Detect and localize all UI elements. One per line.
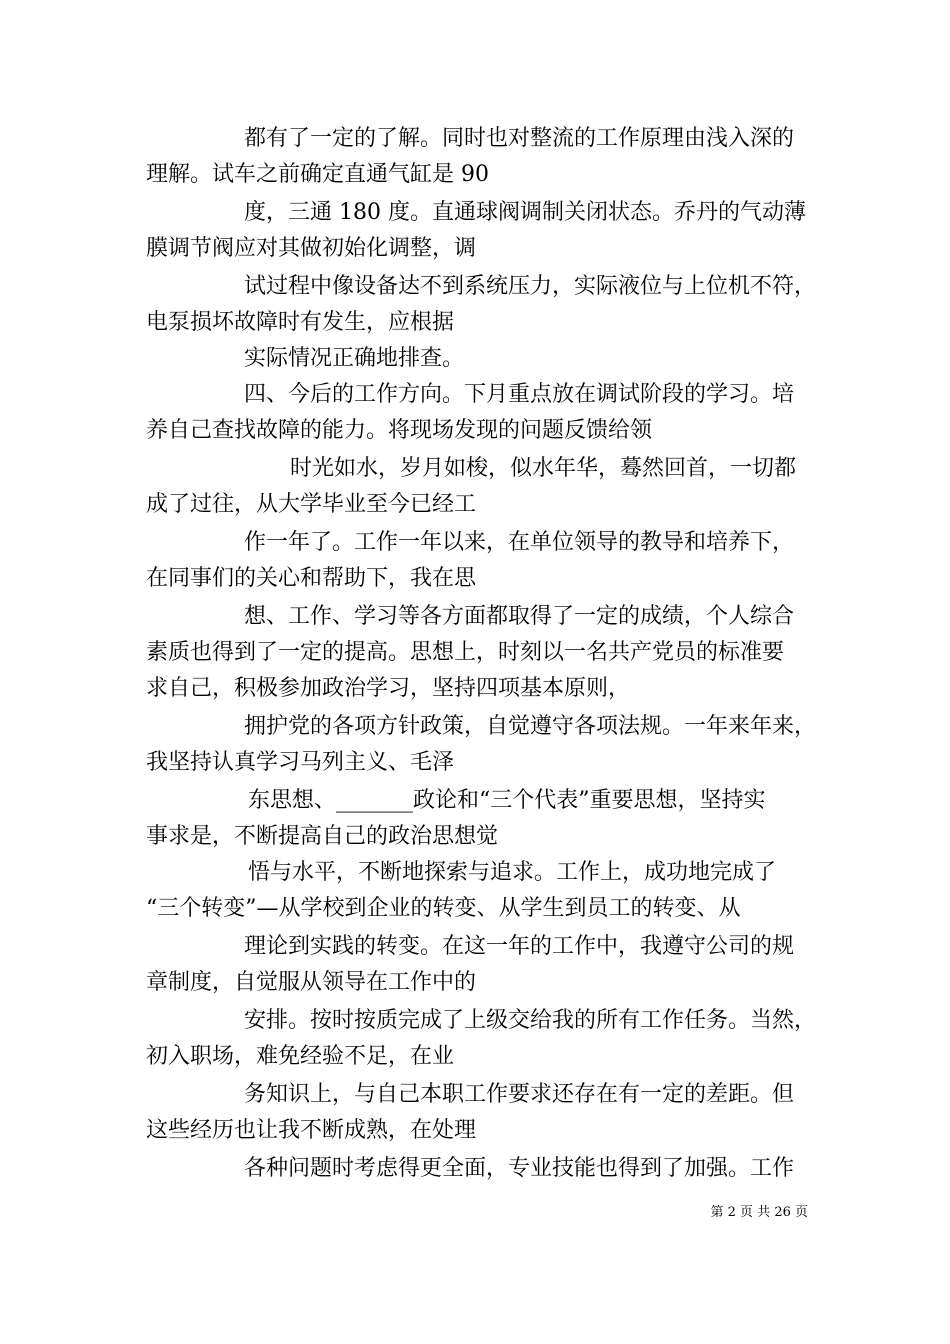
text-line: 务知识上，与自己本职工作要求还存在有一定的差距。但 (244, 1082, 795, 1107)
text-line: 试过程中像设备达不到系统压力，实际液位与上位机不符， (244, 274, 817, 299)
text-line: 养自己查找故障的能力。将现场发现的问题反馈给领 (146, 418, 653, 443)
text-line: 电泵损坏故障时有发生，应根据 (146, 310, 455, 335)
text-line: 成了过往，从大学毕业至今已经工 (146, 492, 477, 517)
text-line: 初入职场，难免经验不足，在业 (146, 1044, 455, 1069)
text-line: 这些经历也让我不断成熟，在处理 (146, 1118, 477, 1143)
text-line: 我坚持认真学习马列主义、毛泽 (146, 750, 455, 775)
text-line: 悟与水平，不断地探索与追求。工作上，成功地完成了 (248, 860, 777, 885)
text-line: “三个转变”—从学校到企业的转变、从学生到员工的转变、从 (146, 896, 741, 921)
text-line: 东思想、_______政论和“三个代表”重要思想，坚持实 (248, 788, 766, 813)
text-line: 安排。按时按质完成了上级交给我的所有工作任务。当然， (244, 1008, 817, 1033)
text-line: 理解。试车之前确定直通气缸是 90 (146, 162, 489, 187)
text-line: 想、工作、学习等各方面都取得了一定的成绩，个人综合 (244, 604, 795, 629)
text-line: 度，三通 180 度。直通球阀调制关闭状态。乔丹的气动薄 (244, 200, 806, 225)
text-line: 理论到实践的转变。在这一年的工作中，我遵守公司的规 (244, 934, 795, 959)
page-number: 第 2 页 共 26 页 (710, 1205, 808, 1220)
text-line: 章制度，自觉服从领导在工作中的 (146, 970, 477, 995)
text-line: 各种问题时考虑得更全面，专业技能也得到了加强。工作 (244, 1156, 795, 1181)
text-line: 四、今后的工作方向。下月重点放在调试阶段的学习。培 (244, 382, 795, 407)
text-line: 在同事们的关心和帮助下，我在思 (146, 566, 477, 591)
text-line: 膜调节阀应对其做初始化调整，调 (146, 236, 477, 261)
text-line: 实际情况正确地排查。 (244, 346, 465, 371)
text-line: 时光如水，岁月如梭，似水年华，蓦然回首，一切都 (290, 456, 797, 481)
text-line: 都有了一定的了解。同时也对整流的工作原理由浅入深的 (244, 126, 795, 151)
text-line: 拥护党的各项方针政策，自觉遵守各项法规。一年来年来， (244, 714, 817, 739)
text-line: 求自己，积极参加政治学习，坚持四项基本原则， (146, 676, 631, 701)
text-line: 素质也得到了一定的提高。思想上，时刻以一名共产党员的标准要 (146, 640, 785, 665)
text-line: 事求是，不断提高自己的政治思想觉 (146, 824, 499, 849)
text-line: 作一年了。工作一年以来，在单位领导的教导和培养下， (244, 530, 795, 555)
